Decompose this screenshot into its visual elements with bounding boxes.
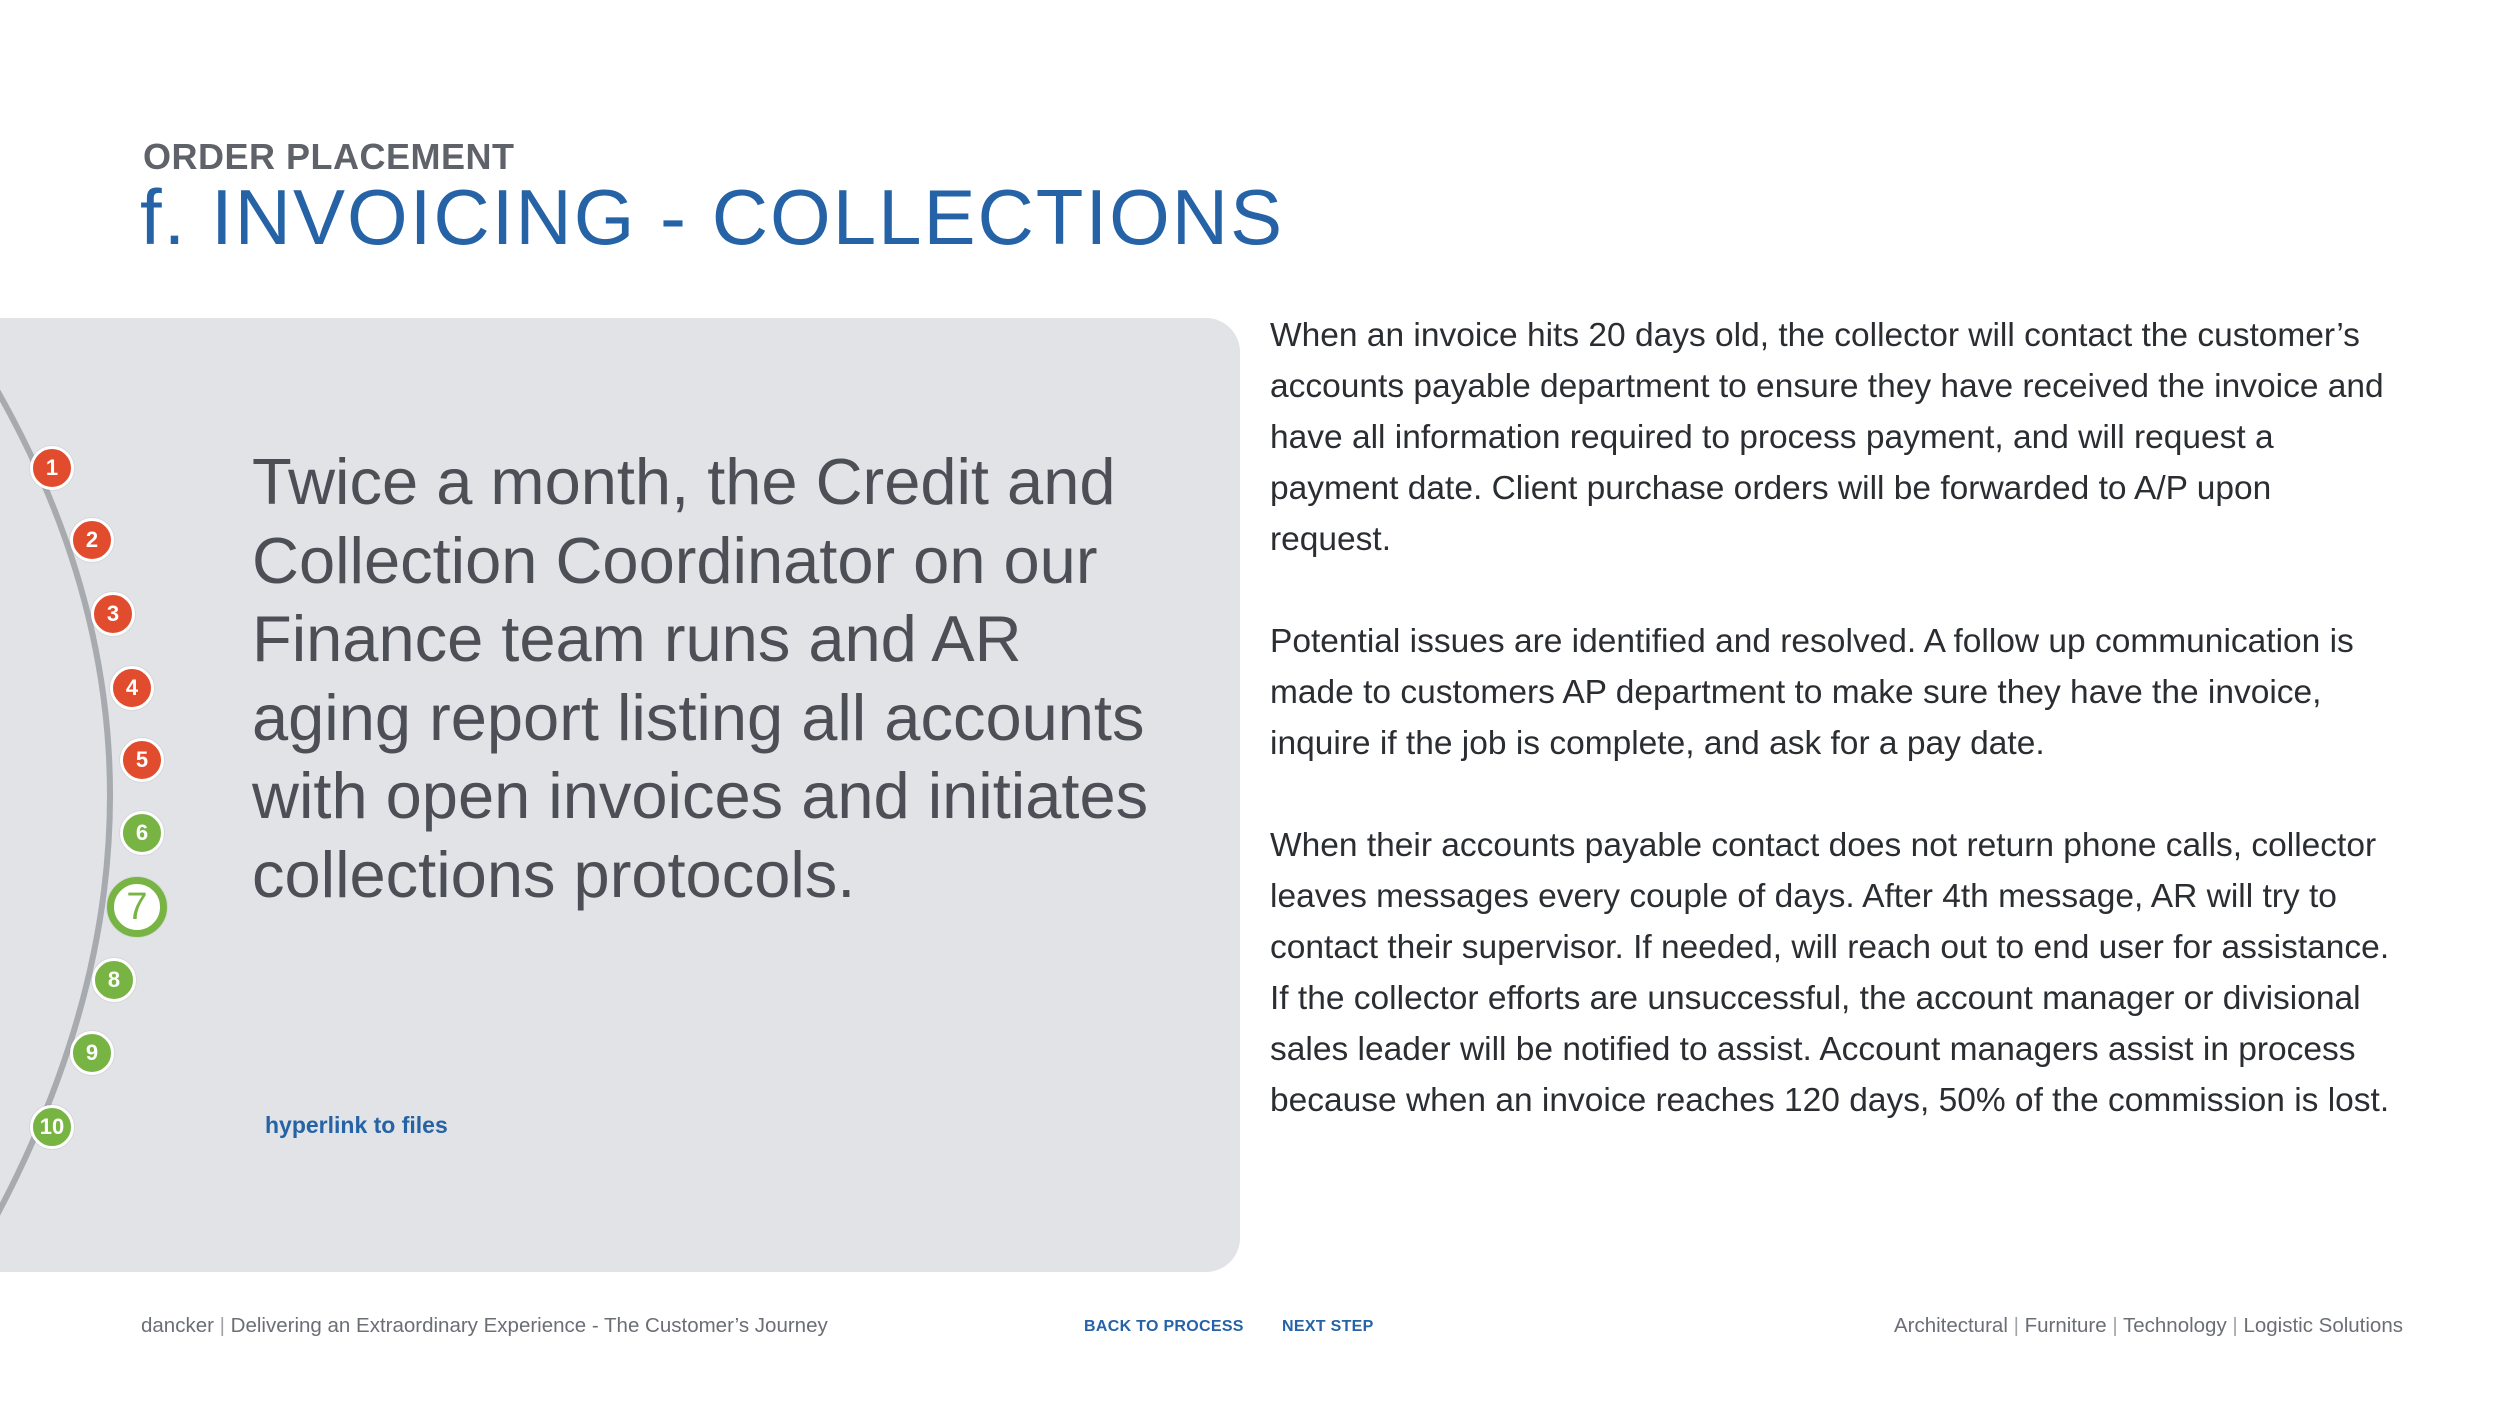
step-2[interactable]: 2 bbox=[70, 518, 114, 562]
step-4[interactable]: 4 bbox=[110, 666, 154, 710]
back-to-process-link[interactable]: BACK TO PROCESS bbox=[1084, 1318, 1244, 1335]
step-8[interactable]: 8 bbox=[92, 958, 136, 1002]
body-text bbox=[1270, 310, 2400, 1177]
step-1[interactable]: 1 bbox=[30, 446, 74, 490]
divider: | bbox=[2112, 1314, 2123, 1337]
quote-panel bbox=[0, 318, 1240, 1272]
divider: | bbox=[2013, 1314, 2025, 1337]
service-furniture: Furniture bbox=[2024, 1314, 2107, 1337]
divider: | bbox=[219, 1314, 231, 1337]
footer-left bbox=[141, 1314, 828, 1338]
step-9[interactable]: 9 bbox=[70, 1031, 114, 1075]
step-3[interactable]: 3 bbox=[91, 592, 135, 636]
service-technology: Technology bbox=[2123, 1314, 2227, 1337]
brand-name: dancker bbox=[141, 1314, 214, 1337]
step-7-current[interactable]: 7 bbox=[107, 877, 167, 937]
service-architectural: Architectural bbox=[1893, 1314, 2008, 1337]
next-step-link[interactable]: NEXT STEP bbox=[1282, 1318, 1374, 1335]
paragraph-3: When their accounts payable contact does not return phone calls, collector leaves messages every couple of days. After 4th message, AR will try to contact their supervisor. If needed, will reach out to end user for assistance. If the collector efforts are unsuccessful, the account manager or divisional sales leader will be notified to assist. Account managers assist in process because when an invoice reaches 120 days, 50% of the commission is lost. bbox=[1270, 827, 2390, 1119]
service-logistic-solutions: Logistic Solutions bbox=[2243, 1314, 2403, 1337]
footer-services bbox=[1894, 1314, 2403, 1338]
paragraph-2: Potential issues are identified and resolved. A follow up communication is made to customers AP department to make sure they have the invoice, inquire if the job is complete, and ask for a pay date. bbox=[1270, 623, 2354, 762]
step-5[interactable]: 5 bbox=[120, 738, 164, 782]
page-title: f. INVOICING - COLLECTIONS bbox=[140, 173, 1285, 261]
step-10[interactable]: 10 bbox=[30, 1105, 74, 1149]
footer-tagline: Delivering an Extraordinary Experience - The Customer’s Journey bbox=[230, 1314, 828, 1337]
hyperlink-to-files[interactable]: hyperlink to files bbox=[265, 1112, 448, 1138]
paragraph-1: When an invoice hits 20 days old, the collector will contact the customer’s accounts payable department to ensure they have received the invoice and have all information required to process payment, and will request a payment date. Client purchase orders will be forwarded to A/P upon request. bbox=[1270, 317, 2384, 558]
section-kicker: ORDER PLACEMENT bbox=[143, 136, 515, 177]
step-6[interactable]: 6 bbox=[120, 811, 164, 855]
divider: | bbox=[2232, 1314, 2244, 1337]
quote-text: Twice a month, the Credit and Collection Coordinator on our Finance team runs and AR aging report listing all accounts with open invoices and initiates collections protocols. bbox=[252, 445, 1149, 911]
